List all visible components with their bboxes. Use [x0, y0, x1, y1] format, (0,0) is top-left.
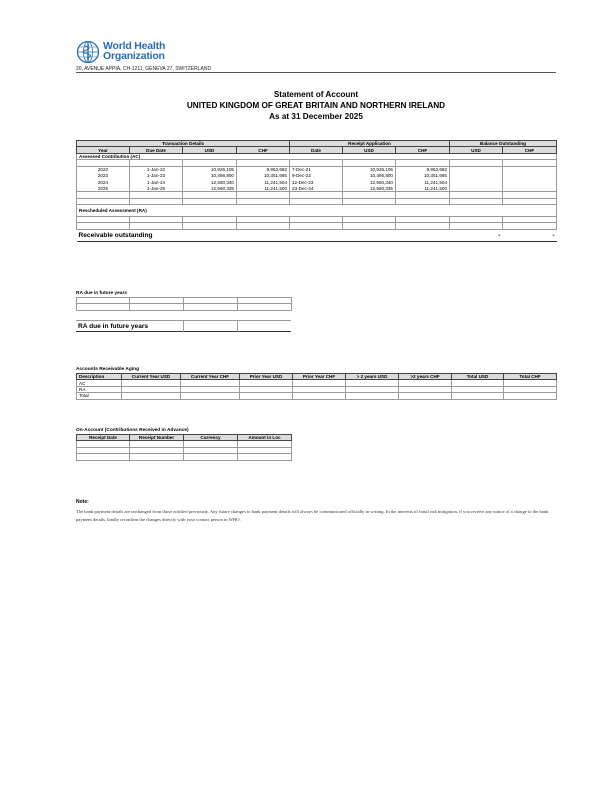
col-header: > 2 years USD — [346, 374, 399, 380]
ra-section-label: Rescheduled Assessment (RA) — [77, 204, 557, 216]
cell: 2025 — [77, 185, 130, 191]
col-header: USD — [183, 147, 237, 153]
aging-row-label: RA — [77, 386, 122, 392]
group-header-balance: Balance Outstanding — [450, 141, 557, 147]
col-header: USD — [343, 147, 396, 153]
cell: 9,953,682 — [396, 166, 450, 172]
table-row — [77, 393, 557, 399]
ra-future-total-table — [76, 320, 291, 332]
table-row — [77, 454, 292, 460]
who-logo — [76, 40, 196, 66]
cell: 1-Jan-22 — [130, 166, 183, 172]
who-emblem-icon — [76, 40, 100, 64]
ra-future-total-row — [76, 321, 291, 332]
col-header: Description — [77, 374, 122, 380]
aging-label: Accounts Receivable Aging — [76, 367, 139, 372]
aging-table — [76, 373, 557, 400]
cell: 10,926,105 — [183, 166, 237, 172]
aging-row-label: Total — [77, 393, 122, 399]
cell: 12,560,335 — [183, 185, 237, 191]
cell: 10,351,665 — [396, 172, 450, 178]
ra-future-total-label: RA due in future years — [76, 321, 183, 332]
cell: 2022 — [77, 166, 130, 172]
col-header: CHF — [237, 147, 290, 153]
table-row — [77, 304, 292, 310]
cell: 11,241,504 — [396, 179, 450, 185]
cell: 2023 — [77, 172, 130, 178]
ra-section-row — [77, 204, 557, 216]
aging-row-label: AC — [77, 380, 122, 386]
col-header: Current Year CHF — [181, 374, 240, 380]
receivable-label: Receivable outstanding — [78, 231, 153, 239]
group-header-transaction: Transaction Details — [77, 141, 290, 147]
col-header: Current Year USD — [122, 374, 181, 380]
col-header: CHF — [396, 147, 450, 153]
col-header: Date — [290, 147, 343, 153]
receivable-usd: - — [498, 231, 501, 239]
col-header: Prior Year USD — [240, 374, 293, 380]
note-heading: Note: — [76, 499, 89, 505]
col-header: Currency — [184, 435, 238, 441]
col-header: CHF — [503, 147, 557, 153]
cell: 23-Dec-24 — [290, 185, 343, 191]
receivable-row — [77, 229, 557, 241]
cell: 10,351,665 — [237, 172, 290, 178]
org-name-line2: Organization — [103, 50, 165, 62]
ra-future-label: RA due in future years — [76, 291, 127, 296]
cell: 9-Dec-22 — [290, 172, 343, 178]
cell: 12-Dec-23 — [290, 179, 343, 185]
on-account-table — [76, 434, 292, 461]
cell: 1-Jan-24 — [130, 179, 183, 185]
cell: 7-Dec-21 — [290, 166, 343, 172]
header-divider — [76, 72, 556, 73]
cell: 11,241,504 — [237, 179, 290, 185]
aging-header-row — [77, 374, 557, 380]
col-header: Year — [77, 147, 130, 153]
cell: 10,466,800 — [183, 172, 237, 178]
ra-future-table — [76, 297, 292, 311]
org-name — [103, 41, 165, 61]
col-header: Amount in Loc — [238, 435, 292, 441]
cell: 1-Jan-23 — [130, 172, 183, 178]
cell: 12,560,335 — [343, 185, 396, 191]
cell: 12,560,340 — [343, 179, 396, 185]
col-header: Receipt Date — [77, 435, 130, 441]
cell: 10,466,800 — [343, 172, 396, 178]
col-header: Total CHF — [504, 374, 557, 380]
cell: 10,926,105 — [343, 166, 396, 172]
col-header: >2 years CHF — [399, 374, 452, 380]
col-header: Total USD — [452, 374, 504, 380]
col-header: Due Date — [130, 147, 183, 153]
member-state-title: UNITED KINGDOM OF GREAT BRITAIN AND NORTHERN IRELAND — [186, 101, 446, 110]
cell: 12,560,340 — [183, 179, 237, 185]
note-text: The bank payment details are unchanged from those notified previously. Any future changes to bank payment details will always be communicated officially in writing. In the interests of fraud risk mitigation, if you receive any notice of a change to the bank payment details, kindly reconfirm the changes directly with your contact person in WHO. — [76, 509, 549, 522]
org-address: 20, AVENUE APPIA, CH-1211, GENEVA 27, SWITZERLAND — [76, 66, 212, 72]
org-name-line1: World Health — [103, 40, 166, 52]
col-header: Prior Year CHF — [293, 374, 346, 380]
statement-title: Statement of Account — [273, 90, 359, 99]
col-header: Receipt Number — [130, 435, 184, 441]
cell: 11,241,500 — [396, 185, 450, 191]
col-header: USD — [450, 147, 503, 153]
receivable-chf: - — [552, 231, 555, 239]
ac-section-label: Assessed Contribution (AC) — [77, 153, 557, 159]
as-at-date-title: As at 31 December 2025 — [269, 112, 363, 121]
on-account-label: On-Account (Contributions Received in Advance) — [76, 428, 189, 433]
cell: 2024 — [77, 179, 130, 185]
statement-table — [76, 140, 557, 242]
group-header-receipt: Receipt Application — [290, 141, 450, 147]
cell: 11,241,500 — [237, 185, 290, 191]
cell: 1-Jan-25 — [130, 185, 183, 191]
cell: 9,953,682 — [237, 166, 290, 172]
